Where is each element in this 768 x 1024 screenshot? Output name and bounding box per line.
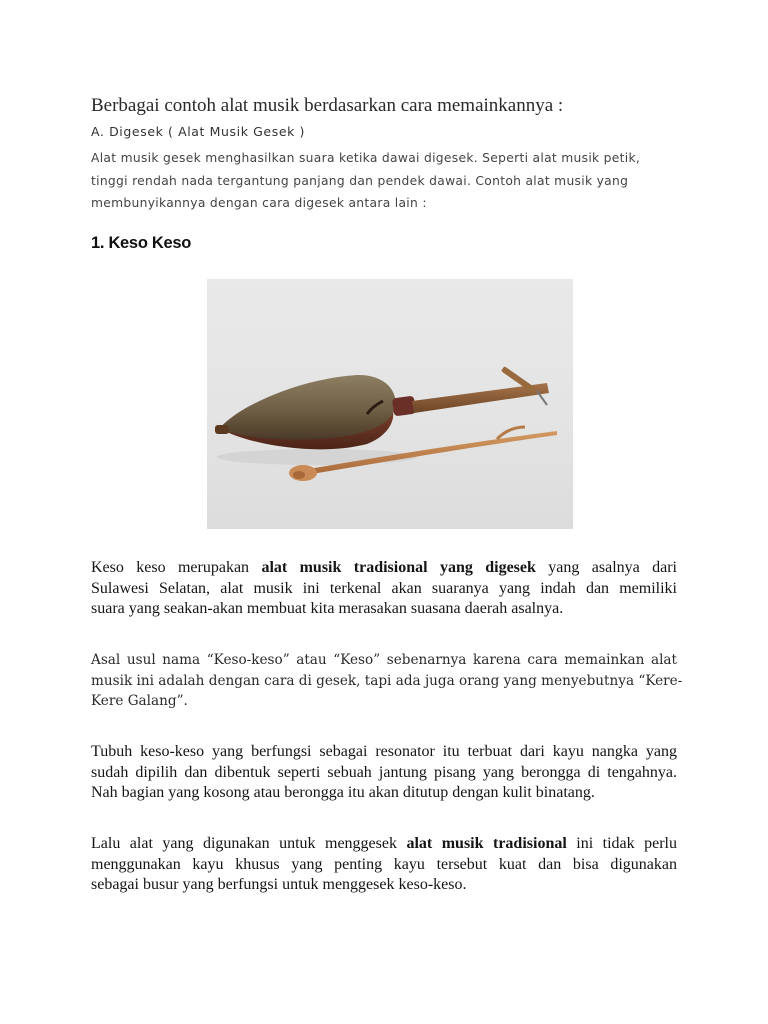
neck-band <box>392 396 416 417</box>
intro-line: Alat musik gesek menghasilkan suara ketika dawai digesek. Seperti alat musik petik, <box>91 151 641 165</box>
paragraph-line: Kere Galang”. <box>91 693 188 709</box>
instrument-illustration <box>207 279 573 529</box>
paragraph-4 <box>91 834 677 896</box>
intro-paragraph <box>91 147 691 215</box>
bow-handle-end <box>293 471 305 479</box>
document-title: Berbagai contoh alat musik berdasarkan cara memainkannya : <box>91 95 564 116</box>
paragraph-line: sebagai busur yang berfungsi untuk menggesek keso-keso. <box>91 876 467 893</box>
paragraph-2 <box>91 650 683 712</box>
intro-line: tinggi rendah nada tergantung panjang dan pendek dawai. Contoh alat musik yang <box>91 173 629 188</box>
paragraph-line: Sulawesi Selatan, alat musik ini terkenal akan suaranya yang indah dan memiliki <box>91 579 677 597</box>
item-heading: 1. Keso Keso <box>91 234 192 252</box>
bold-phrase: alat musik tradisional yang digesek <box>261 559 536 576</box>
paragraph-text: yang asalnya dari <box>535 559 678 576</box>
paragraph-text: Lalu alat yang digunakan untuk menggesek <box>91 835 407 852</box>
paragraph-line <box>91 834 677 855</box>
paragraph-1 <box>91 558 677 620</box>
end-cap <box>215 425 229 434</box>
paragraph-line: Asal usul nama “Keso-keso” atau “Keso” sebenarnya karena cara memainkan alat <box>91 652 677 668</box>
paragraph-line: Tubuh keso-keso yang berfungsi sebagai resonator itu terbuat dari kayu nangka yang <box>91 743 677 760</box>
paragraph-line <box>91 558 677 579</box>
section-label: A. Digesek ( Alat Musik Gesek ) <box>91 124 305 139</box>
bold-phrase: alat musik tradisional <box>406 835 567 852</box>
paragraph-line: sudah dipilih dan dibentuk seperti sebuah jantung pisang yang berongga di tengahnya. <box>91 763 677 781</box>
paragraph-line: menggunakan kayu khusus yang penting kayu tersebut kuat dan bisa digunakan <box>91 855 677 873</box>
paragraph-3 <box>91 742 677 804</box>
paragraph-line: musik ini adalah dengan cara di gesek, tapi ada juga orang yang menyebutnya “Kere- <box>91 672 683 689</box>
paragraph-text: ini tidak perlu <box>566 835 677 852</box>
paragraph-line: Nah bagian yang kosong atau berongga itu akan ditutup dengan kulit binatang. <box>91 784 595 801</box>
paragraph-text: Keso keso merupakan <box>91 559 262 576</box>
paragraph-line: suara yang seakan-akan membuat kita merasakan suasana daerah asalnya. <box>91 600 564 617</box>
intro-line: membunyikannya dengan cara digesek antara lain : <box>91 196 427 210</box>
keso-keso-photo <box>207 279 573 529</box>
body-top <box>219 375 396 440</box>
